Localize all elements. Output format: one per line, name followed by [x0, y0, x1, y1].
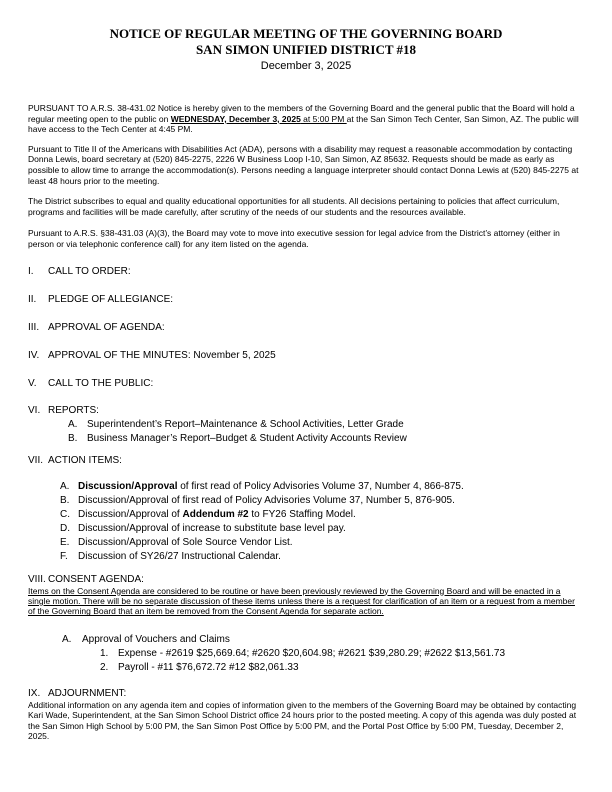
meeting-date: December 3, 2025: [260, 60, 352, 72]
agenda-item-adjournment: [28, 687, 584, 700]
agenda-numeral: VII.: [28, 454, 44, 466]
voucher-payroll-text: Payroll - #11 $76,672.72 #12 $82,061.33: [118, 661, 299, 673]
adjournment-note: Additional information on any agenda item and copies of information given to the members of the Governing Board may be obtained by contacting Kari Wade, Superintendent, at the San Simon School District office 24 hours prior to the posted meeting. A copy of this agenda was duly posted at the San Simon High School by 5:00 PM, the San Simon Post Office by 5:00 PM, and the Portal Post Office by 5:00 PM, Tuesday, December 2, 2025.: [28, 699, 577, 741]
agenda-item-consent-agenda: [28, 573, 584, 586]
report-item-business-manager: [28, 432, 584, 445]
action-item-d: [28, 522, 584, 535]
agenda-label: PLEDGE OF ALLEGIANCE:: [48, 293, 174, 305]
action-item-c: [28, 508, 584, 521]
executive-session-paragraph: Pursuant to A.R.S. §38-431.03 (A)(3), the Board may vote to move into executive session for legal advice from the District’s attorney (either in person or via telephonic conference call) for any item listed on the agenda.: [28, 228, 560, 249]
agenda-numeral: V.: [28, 377, 37, 389]
ada-paragraph: Pursuant to Title II of the Americans with Disabilities Act (ADA), persons with a disability may request a reasonable accommodation by contacting Donna Lewis, board secretary at (520) 845-2275, 2226 W Business Loop I-10, San Simon, AZ 85632. Requests should be made as early as possible to allow time to arrange the accommodation(s). Persons needing a language interpreter should contact Donna Lewis at (520) 845-2275 at least 48 hours prior to the meeting.: [28, 143, 579, 186]
report-item-text: Superintendent’s Report–Maintenance & School Activities, Letter Grade: [87, 418, 404, 430]
agenda-item-reports: [28, 404, 584, 417]
agenda-item-call-to-public: [28, 377, 584, 390]
action-item-letter: B.: [60, 494, 70, 506]
voucher-expense-text: Expense - #2619 $25,669.64; #2620 $20,604.98; #2621 $39,280.29; #2622 $13,561.73: [118, 647, 506, 659]
meeting-time-underline: at 5:00 PM: [300, 113, 347, 124]
agenda-label: CALL TO THE PUBLIC:: [48, 377, 154, 389]
agenda-numeral: III.: [28, 321, 40, 333]
meeting-datetime-emphasis: WEDNESDAY, December 3, 2025: [170, 113, 301, 124]
agenda-numeral: IV.: [28, 349, 40, 361]
action-item-text: Discussion/Approval of first read of Policy Advisories Volume 37, Number 5, 876-905.: [78, 494, 455, 506]
equal-opportunity-paragraph: The District subscribes to equal and quality educational opportunities for all students. All decisions pertaining to policies that affect curriculum, programs and facilities will be made carefully, after scrutiny of the needs of our students and the resources available.: [28, 196, 560, 217]
action-item-letter: C.: [60, 508, 70, 520]
action-item-text: Discussion/Approval of increase to substitute base level pay.: [78, 522, 346, 534]
agenda-label: ADJOURNMENT:: [48, 687, 127, 699]
voucher-row-number: 1.: [100, 647, 109, 659]
agenda-label: CALL TO ORDER:: [48, 265, 131, 277]
action-item-letter: E.: [60, 536, 70, 548]
document-header: [28, 26, 584, 73]
action-item-e: [28, 536, 584, 549]
consent-agenda-note: Items on the Consent Agenda are considered to be routine or have been previously reviewed by the Governing Board and will be enacted in a single motion. There will be no separate discussion of these items unless there is a request for clarification of an item or a request from a member of the Governing Board that an item be removed from the Consent Agenda for separate action.: [28, 585, 575, 617]
voucher-expense-row: [28, 647, 584, 660]
action-item-text: Discussion/Approval of Sole Source Vendor List.: [78, 536, 293, 548]
agenda-item-approval-minutes: [28, 349, 584, 362]
agenda-item-call-to-order: [28, 265, 584, 278]
document-title-line2: SAN SIMON UNIFIED DISTRICT #18: [195, 42, 417, 57]
agenda-label: CONSENT AGENDA:: [48, 573, 144, 585]
action-item-letter: A.: [60, 480, 70, 492]
voucher-payroll-row: [28, 661, 584, 674]
agenda-item-action-items: [28, 454, 584, 467]
action-item-text: Discussion/Approval of first read of Policy Advisories Volume 37, Number 4, 866-875.: [78, 480, 464, 492]
action-item-f: [28, 550, 584, 563]
report-item-letter: A.: [68, 418, 78, 430]
agenda-item-pledge: [28, 293, 584, 306]
report-item-text: Business Manager’s Report–Budget & Student Activity Accounts Review: [87, 432, 407, 444]
agenda-numeral: IX.: [28, 687, 41, 699]
consent-item-letter: A.: [62, 633, 72, 645]
agenda-label: ACTION ITEMS:: [48, 454, 122, 466]
agenda-numeral: VIII.: [28, 573, 46, 585]
notice-text-post: at the San Simon Tech Center, San Simon, AZ. The public will have access to the Tech Center at 4:45 PM.: [28, 113, 579, 135]
agenda-label: APPROVAL OF THE MINUTES: November 5, 2025: [48, 349, 276, 361]
agenda-label: APPROVAL OF AGENDA:: [48, 321, 165, 333]
notice-text-pre: PURSUANT TO A.R.S. 38-431.02 Notice is hereby given to the members of the Governing Board and the general public that the Board will hold a regular meeting open to the public on: [28, 103, 575, 124]
report-item-superintendent: [28, 418, 584, 431]
action-item-b: [28, 494, 584, 507]
action-item-text: Discussion/Approval of Addendum #2 to FY26 Staffing Model.: [78, 508, 356, 520]
report-item-letter: B.: [68, 432, 78, 444]
agenda-numeral: II.: [28, 293, 37, 305]
agenda-numeral: VI.: [28, 404, 41, 416]
action-item-text: Discussion of SY26/27 Instructional Calendar.: [78, 550, 281, 562]
agenda-numeral: I.: [28, 265, 34, 277]
notice-paragraph: [28, 103, 584, 135]
consent-item-text: Approval of Vouchers and Claims: [82, 633, 230, 645]
voucher-row-number: 2.: [100, 661, 109, 673]
document-title-line1: NOTICE OF REGULAR MEETING OF THE GOVERNING BOARD: [109, 26, 503, 41]
consent-item-vouchers: [28, 633, 584, 646]
action-item-a: [28, 480, 584, 493]
action-item-letter: D.: [60, 522, 70, 534]
action-item-letter: F.: [60, 550, 68, 562]
agenda-label: REPORTS:: [48, 404, 99, 416]
agenda-item-approval-agenda: [28, 321, 584, 334]
